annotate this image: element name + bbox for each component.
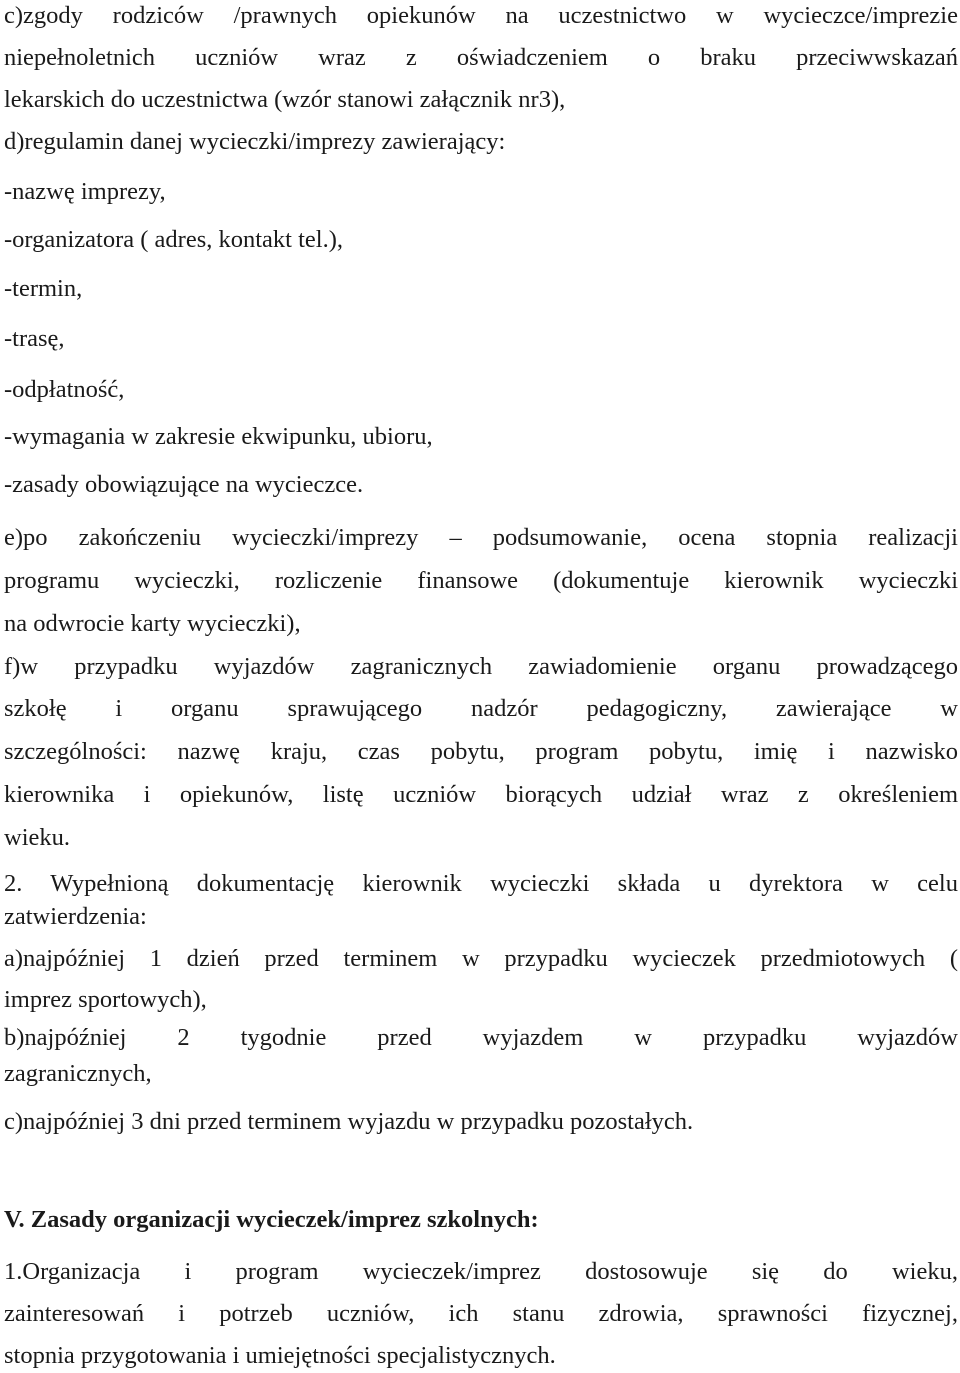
item-f-text-line: f)w przypadku wyjazdów zagranicznych zawiadomienie organu prowadzącego [4, 653, 958, 680]
point-2-text-line: 2. Wypełnioną dokumentację kierownik wycieczki składa u dyrektora w celu [4, 870, 958, 897]
section-v-point-1-line: zainteresowań i potrzeb uczniów, ich stanu zdrowia, sprawności fizycznej, [4, 1300, 958, 1327]
section-v-heading: V. Zasady organizacji wycieczek/imprez szkolnych: [4, 1206, 539, 1233]
item-f-text-line: szczególności: nazwę kraju, czas pobytu, program pobytu, imię i nazwisko [4, 738, 958, 765]
item-c-text-line: niepełnoletnich uczniów wraz z oświadczeniem o braku przeciwwskazań [4, 44, 958, 71]
deadline-b-text-line: zagranicznych, [4, 1060, 152, 1087]
item-c-text-line: lekarskich do uczestnictwa (wzór stanowi załącznik nr3), [4, 86, 566, 113]
section-v-point-1-line: stopnia przygotowania i umiejętności specjalistycznych. [4, 1342, 556, 1369]
item-d-list-entry: -zasady obowiązujące na wycieczce. [4, 471, 364, 498]
deadline-a-text-line: a)najpóźniej 1 dzień przed terminem w przypadku wycieczek przedmiotowych ( [4, 945, 958, 972]
deadline-a-text-line: imprez sportowych), [4, 986, 207, 1013]
item-d-list-entry: -organizatora ( adres, kontakt tel.), [4, 226, 344, 253]
item-f-text-line: szkołę i organu sprawującego nadzór pedagogiczny, zawierające w [4, 695, 958, 722]
item-d-list-entry: -wymagania w zakresie ekwipunku, ubioru, [4, 423, 433, 450]
item-d-list-entry: -trasę, [4, 325, 65, 352]
item-c-text-line: c)zgody rodziców /prawnych opiekunów na uczestnictwo w wycieczce/imprezie [4, 2, 958, 29]
item-d-list-entry: -nazwę imprezy, [4, 178, 166, 205]
item-d-list-entry: -odpłatność, [4, 376, 125, 403]
item-e-text-line: programu wycieczki, rozliczenie finansowe (dokumentuje kierownik wycieczki [4, 567, 958, 594]
deadline-c-text-line: c)najpóźniej 3 dni przed terminem wyjazdu w przypadku pozostałych. [4, 1108, 694, 1135]
section-v-point-1-line: 1.Organizacja i program wycieczek/imprez dostosowuje się do wieku, [4, 1258, 958, 1285]
item-e-text-line: e)po zakończeniu wycieczki/imprezy – podsumowanie, ocena stopnia realizacji [4, 524, 958, 551]
item-d-list-entry: -termin, [4, 275, 83, 302]
item-e-text-line: na odwrocie karty wycieczki), [4, 610, 301, 637]
point-2-text-line: zatwierdzenia: [4, 903, 147, 930]
item-f-text-line: wieku. [4, 824, 70, 851]
item-f-text-line: kierownika i opiekunów, listę uczniów biorących udział wraz z określeniem [4, 781, 958, 808]
item-d-heading: d)regulamin danej wycieczki/imprezy zawierający: [4, 128, 506, 155]
deadline-b-text-line: b)najpóźniej 2 tygodnie przed wyjazdem w przypadku wyjazdów [4, 1024, 958, 1051]
